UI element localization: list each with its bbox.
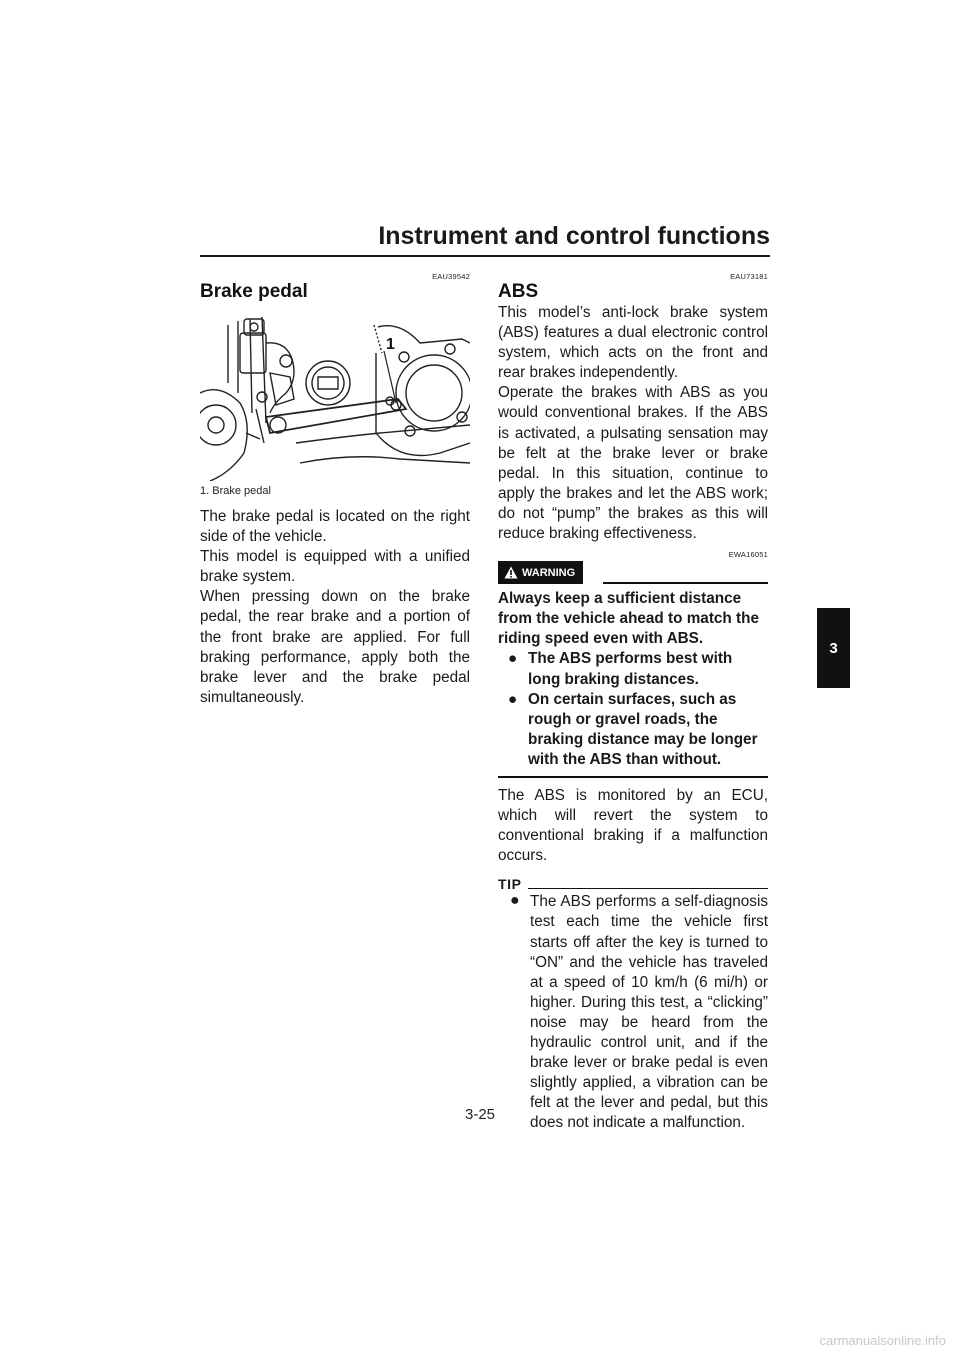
section-heading-abs: ABS bbox=[498, 281, 539, 302]
warning-body bbox=[498, 589, 768, 770]
tip-rule bbox=[528, 888, 768, 889]
warning-code: EWA16051 bbox=[728, 550, 768, 560]
page-number: 3-25 bbox=[464, 1106, 496, 1123]
right-column bbox=[498, 272, 768, 1133]
paragraph: When pressing down on the brake pedal, the rear brake and a portion of the front brake are applied. For full braking performance, apply both the brake lever and the brake pedal simultaneously. bbox=[200, 588, 470, 706]
paragraph: The brake pedal is located on the right side of the vehicle. bbox=[200, 508, 470, 546]
warning-header bbox=[498, 561, 768, 584]
figure-callout-1: 1 bbox=[386, 336, 395, 353]
bullet-text: The ABS performs best with long braking distances. bbox=[528, 650, 733, 688]
bullet-icon: ● bbox=[510, 892, 520, 910]
section-code: EAU73181 bbox=[730, 272, 768, 281]
list-item bbox=[508, 892, 768, 1133]
warning-rule bbox=[603, 582, 768, 584]
warning-triangle-icon bbox=[504, 566, 518, 579]
list-item bbox=[506, 690, 768, 770]
left-column bbox=[200, 272, 470, 708]
section-code: EAU39542 bbox=[432, 272, 470, 281]
brake-pedal-figure bbox=[200, 313, 470, 481]
bullet-icon: ● bbox=[508, 650, 518, 668]
section-heading-brake-pedal: Brake pedal bbox=[200, 281, 308, 302]
watermark: carmanualsonline.info bbox=[819, 1333, 946, 1348]
tip-label: TIP bbox=[498, 876, 522, 893]
figure-caption: 1. Brake pedal bbox=[200, 485, 271, 497]
brake-pedal-illustration bbox=[200, 313, 470, 481]
tip-bullet-list bbox=[508, 892, 768, 1133]
chapter-tab: 3 bbox=[817, 608, 850, 688]
warning-label: WARNING bbox=[522, 566, 576, 579]
paragraph: Operate the brakes with ABS as you would conventional brakes. If the ABS is activated, a pulsating sensation may be felt at the brake lever or brake pedal. In this situation, continue to apply the brakes and let the ABS work; do not “pump” the brakes as this will reduce braking effectiveness. bbox=[498, 384, 768, 543]
bullet-text: The ABS performs a self-diagnosis test each time the vehicle first starts off after the key is turned to “ON” and the vehicle has traveled at a speed of 10 km/h (6 mi/h) or higher. During this test, a “clicking” noise may be heard from the hydraulic control unit, and if the brake lever or brake pedal is even slightly applied, a vibration can be felt at the lever and pedal, but this does not indicate a malfunction. bbox=[530, 893, 768, 1132]
bullet-text: On certain surfaces, such as rough or gravel roads, the braking distance may be longer with the ABS than without. bbox=[528, 690, 758, 768]
list-item bbox=[506, 649, 768, 689]
page-header-title: Instrument and control functions bbox=[378, 222, 770, 250]
paragraph: This model’s anti-lock brake system (ABS) features a dual electronic control system, which acts on the front and rear brakes independently. bbox=[498, 304, 768, 382]
tip-header bbox=[498, 876, 768, 892]
warning-bullet-list bbox=[506, 649, 768, 770]
brake-pedal-text bbox=[200, 507, 470, 708]
warning-end-rule bbox=[498, 776, 768, 778]
warning-intro: Always keep a sufficient distance from the vehicle ahead to match the riding speed even with ABS. bbox=[498, 590, 759, 648]
header-rule bbox=[200, 255, 770, 257]
warning-badge bbox=[498, 561, 583, 584]
paragraph: The ABS is monitored by an ECU, which will revert the system to conventional braking if a malfunction occurs. bbox=[498, 786, 768, 865]
bullet-icon: ● bbox=[508, 690, 518, 708]
paragraph: This model is equipped with a unified brake system. bbox=[200, 548, 470, 586]
